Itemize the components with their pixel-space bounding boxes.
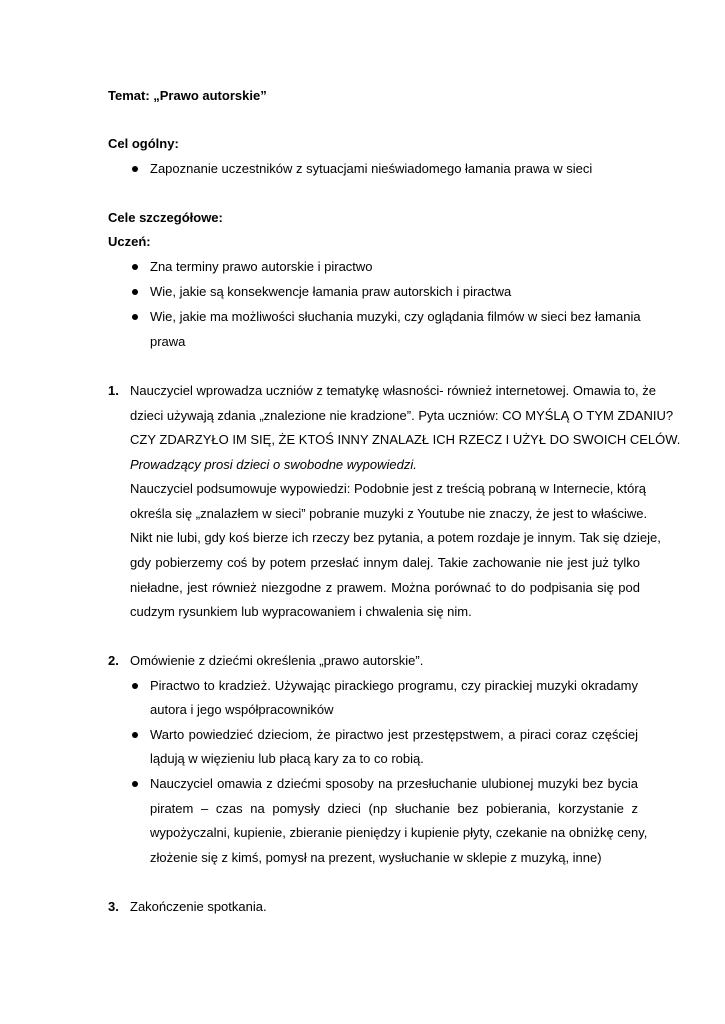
step2-intro: Omówienie z dziećmi określenia „prawo autorskie”. (130, 653, 424, 668)
step-number: 1. (108, 383, 119, 398)
step1-line: Nauczyciel podsumowuje wypowiedzi: Podobnie jest z treścią pobraną w Internecie, którą (130, 481, 646, 496)
step2-bullet-line: autora i jego współpracowników (150, 702, 334, 717)
document-title: Temat: „Prawo autorskie” (108, 88, 267, 103)
step1-line: cudzym rysunkiem lub wypracowaniem i chwalenia się nim. (130, 604, 472, 619)
step2-bullet-line: złożenie się z kimś, pomysł na prezent, wysłuchanie w sklepie z muzyką, inne) (150, 850, 602, 865)
step2-bullet-line: Piractwo to kradzież. Używając pirackiego programu, czy pirackiej muzyki okradamy (150, 678, 638, 693)
step1-line: dzieci używają zdania „znalezione nie kradzione”. Pyta uczniów: CO MYŚLĄ O TYM ZDANIU? (130, 408, 674, 423)
bullet-icon (132, 310, 140, 318)
step1-line-italic: Prowadzący prosi dzieci o swobodne wypowiedzi. (130, 457, 417, 472)
bullet-icon (132, 260, 140, 268)
step2-bullet-line: Nauczyciel omawia z dziećmi sposoby na przesłuchanie ulubionej muzyki bez bycia (150, 776, 638, 791)
specific-goals-subheading: Uczeń: (108, 234, 151, 249)
step1-line: określa się „znalazłem w sieci” pobranie muzyki z Youtube nie znaczy, że jest to właściwe. (130, 506, 648, 521)
step1-line: Nikt nie lubi, gdy koś bierze ich rzeczy bez pytania, a potem rozdaje je innym. Tak się dzieje, (130, 530, 661, 545)
general-goal-item: Zapoznanie uczestników z sytuacjami nieświadomego łamania prawa w sieci (150, 161, 593, 176)
step2-bullet-line: Warto powiedzieć dzieciom, że piractwo jest przestępstwem, a piraci coraz częściej (150, 727, 638, 742)
bullet-icon (132, 679, 140, 687)
step1-line: gdy pobierzemy coś by potem przesłać innym dalej. Takie zachowanie nie jest już tylko (130, 555, 640, 570)
bullet-icon (132, 162, 140, 170)
step2-bullet-line: piratem – czas na pomysły dzieci (np słuchanie bez pobierania, korzystanie z (150, 801, 638, 816)
bullet-icon (132, 285, 140, 293)
step3-text: Zakończenie spotkania. (130, 899, 267, 914)
bullet-icon (132, 728, 140, 736)
bullet-icon (132, 777, 140, 785)
specific-goal-item: Zna terminy prawo autorskie i piractwo (150, 259, 373, 274)
step1-line: CZY ZDARZYŁO IM SIĘ, ŻE KTOŚ INNY ZNALAZŁ ICH RZECZ I UŻYŁ DO SWOICH CELÓW. (130, 432, 681, 447)
step-number: 2. (108, 653, 119, 668)
step2-bullet-line: wypożyczalni, kupienie, zbieranie pieniędzy i kupienie płyty, czekanie na obniżkę ceny, (150, 825, 648, 840)
step1-line: Nauczyciel wprowadza uczniów z tematykę własności- również internetowej. Omawia to, że (130, 383, 656, 398)
specific-goal-item-continued: prawa (150, 334, 186, 349)
general-goal-heading: Cel ogólny: (108, 136, 179, 151)
specific-goal-item: Wie, jakie są konsekwencje łamania praw autorskich i piractwa (150, 284, 512, 299)
step2-bullet-line: lądują w więzieniu lub płacą kary za to co robią. (150, 751, 424, 766)
specific-goals-heading: Cele szczegółowe: (108, 210, 223, 225)
step-number: 3. (108, 899, 119, 914)
step1-line: nieładne, jest również niezgodne z prawem. Można porównać to do podpisania się pod (130, 580, 640, 595)
specific-goal-item: Wie, jakie ma możliwości słuchania muzyki, czy oglądania filmów w sieci bez łamania (150, 309, 641, 324)
